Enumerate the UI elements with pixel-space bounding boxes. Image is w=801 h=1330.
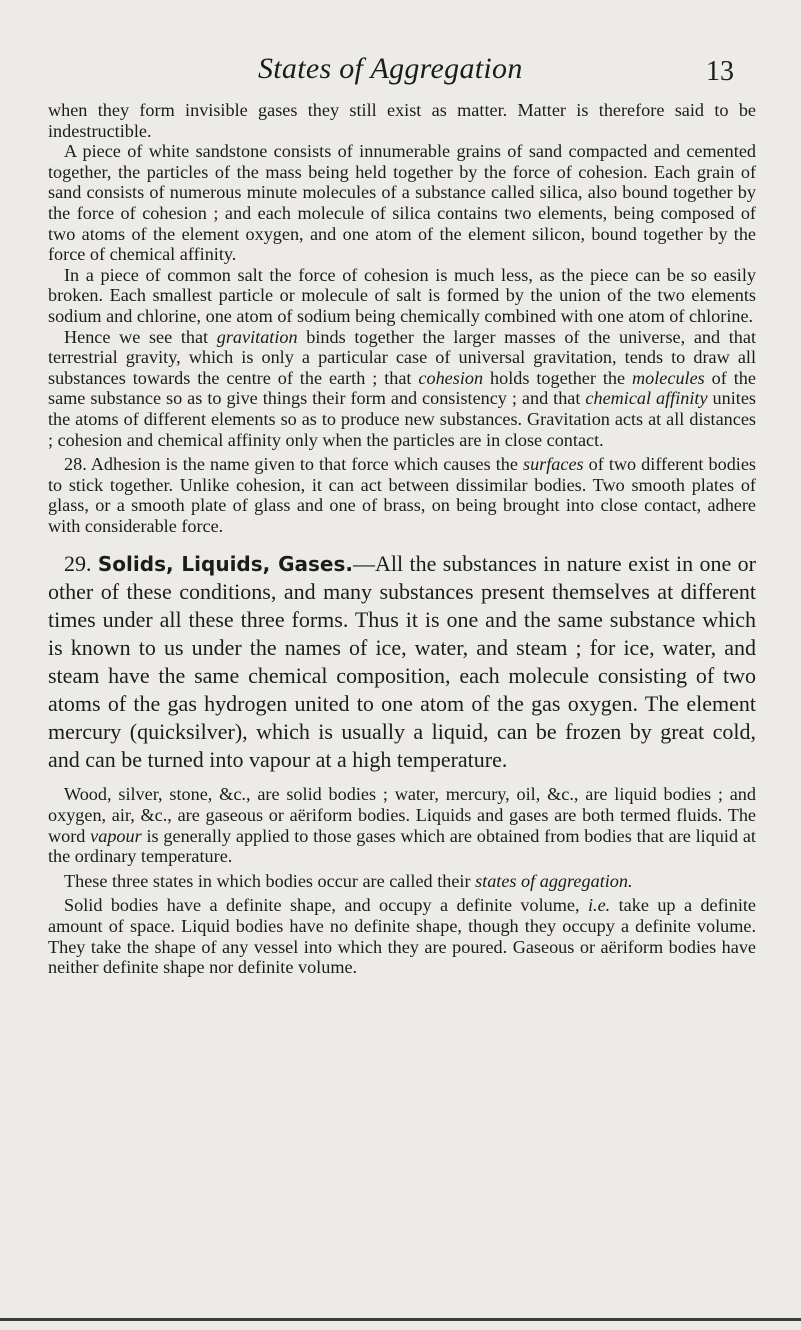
paragraph-sandstone: A piece of white sandstone consists of innumerable grains of sand compacted and cemented together, the particles of the mass being held together by the force of cohesion. Each grain of sand consists of numerous minute molecules of a substance called silica, also bound together by the force of cohesion ; and each molecule of silica contains two elements, being composed of two atoms of the element oxygen, and one atom of the element silicon, bound together by the force of chemical affinity. (48, 141, 756, 265)
section-29 (48, 550, 756, 774)
running-head (0, 52, 801, 92)
term-surfaces: surfaces (523, 454, 584, 475)
term-states-of-aggregation: states of aggregation. (475, 870, 633, 891)
term-vapour: vapour (90, 825, 142, 846)
term-ie: i.e. (587, 895, 611, 916)
paragraph-examples: Wood, silver, stone, &c., are solid bodies ; water, mercury, oil, &c., are liquid bodies ; and oxygen, air, &c., are gaseous or aëriform bodies. Liquids and gases are both termed fluids. The word vapour is generally applied to those gases which are obtained from bodies that are liquid at the ordinary temperature. (48, 784, 756, 867)
running-title: States of Aggregation (258, 52, 523, 85)
body-text (48, 100, 756, 978)
paragraph-definitions: Solid bodies have a definite shape, and occupy a definite volume, i.e. take up a definite amount of space. Liquid bodies have no definite shape, though they occupy a definite volume. They take the shape of any vessel into which they are poured. Gaseous or aëriform bodies have neither definite shape nor definite volume. (48, 895, 756, 978)
paragraph-forces-summary: Hence we see that gravitation binds together the larger masses of the universe, and that terrestrial gravity, which is only a particular case of universal gravitation, tends to draw all substances towards the centre of the earth ; that cohesion holds together the molecules of the same substance so as to give things their form and consistency ; and that chemical affinity unites the atoms of different elements so as to produce new substances. Gravitation acts at all distances ; cohesion and chemical affinity only when the particles are in close contact. (48, 326, 757, 450)
term-molecules: molecules (632, 367, 705, 388)
page-number: 13 (706, 56, 734, 87)
upper-small-text (48, 100, 756, 536)
paragraph-solids-liquids-gases: 29. Solids, Liquids, Gases.—All the substances in nature exist in one or other of these conditions, and many substances present themselves at different times under all these three forms. Thus it is one and the same substance which is known to us under the names of ice, water, and steam ; for ice, water, and steam have the same chemical composition, each molecule consisting of two atoms of the gas hydrogen united to one atom of the gas oxygen. The element mercury (quicksilver), which is usually a liquid, can be frozen by great cold, and can be turned into vapour at a high temperature. (48, 551, 757, 773)
bottom-edge-rule (0, 1318, 801, 1321)
term-chemical-affinity: chemical affinity (585, 388, 708, 409)
paragraph-states-of-aggregation: These three states in which bodies occur are called their states of aggregation. (64, 870, 633, 891)
lower-small-text (48, 784, 756, 977)
term-gravitation: gravitation (216, 326, 298, 347)
paragraph-adhesion: 28. Adhesion is the name given to that force which causes the surfaces of two different bodies to stick together. Unlike cohesion, it can act between dissimilar bodies. Two smooth plates of glass, or a smooth plate of glass and one of brass, on being brought into close contact, adhere with considerable force. (48, 454, 756, 536)
adhesion-heading: Adhesion (90, 454, 161, 475)
paragraph-common-salt: In a piece of common salt the force of cohesion is much less, as the piece can be so easily broken. Each smallest particle or molecule of salt is formed by the union of the two elements sodium and chlorine, one atom of sodium being chemically combined with one atom of chlorine. (48, 264, 756, 326)
section-heading: Solids, Liquids, Gases. (97, 552, 353, 577)
term-cohesion: cohesion (418, 367, 484, 388)
paragraph-continuation: when they form invisible gases they still exist as matter. Matter is therefore said to be indestructible. (48, 100, 756, 141)
